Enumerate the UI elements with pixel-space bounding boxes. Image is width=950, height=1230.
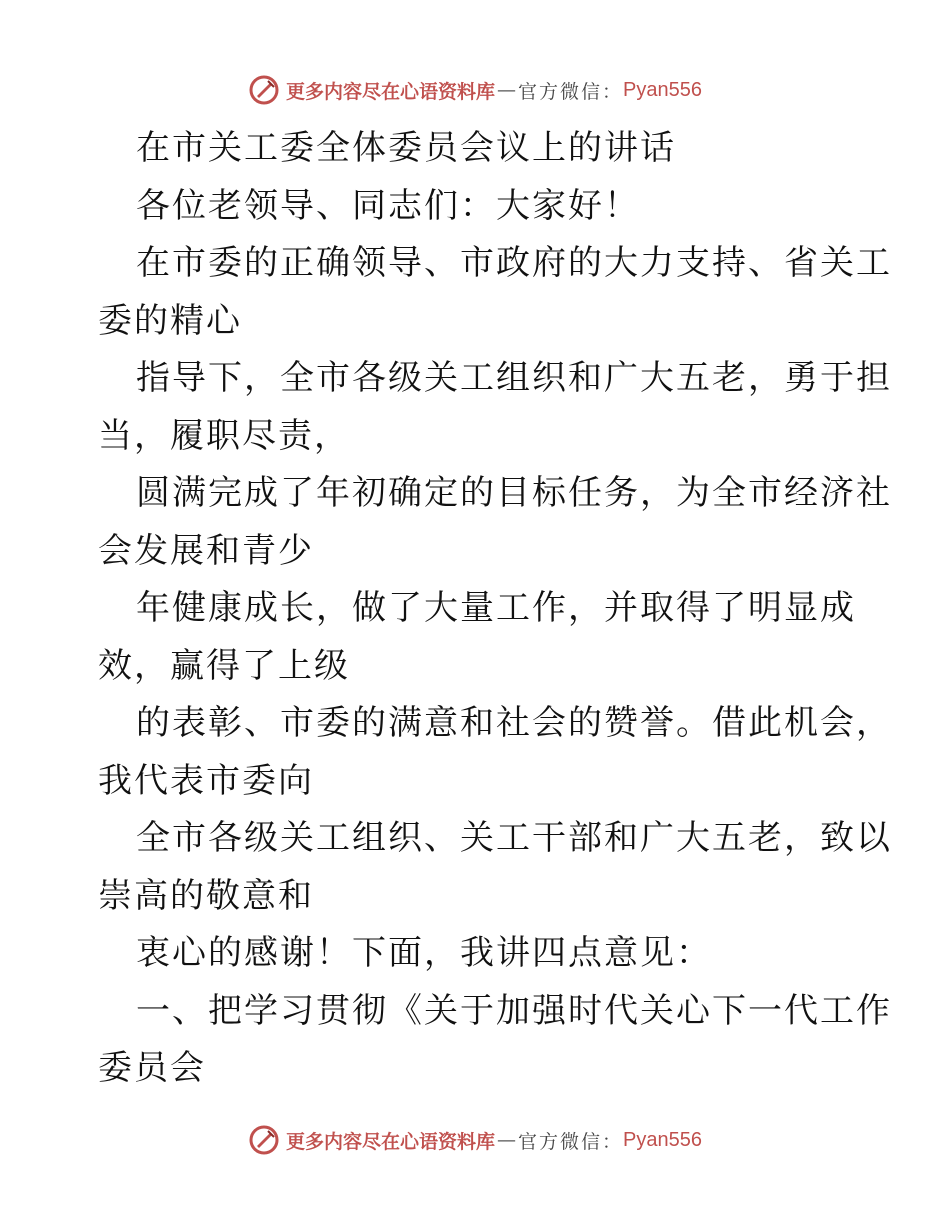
banner-brand-text: 更多内容尽在心语资料库 bbox=[286, 1130, 496, 1153]
banner-brand-text: 更多内容尽在心语资料库 bbox=[286, 80, 496, 103]
brand-logo-icon bbox=[248, 74, 280, 106]
banner-wechat-label: 官方微信： bbox=[518, 80, 624, 103]
text-line: 圆满完成了年初确定的目标任务，为全市经济社 bbox=[136, 473, 892, 513]
footer-watermark-banner bbox=[0, 1122, 950, 1158]
text-line: 全市各级关工组织、关工干部和广大五老，致以 bbox=[136, 818, 892, 858]
text-line: 委员会 bbox=[98, 1048, 206, 1088]
banner-separator: — bbox=[497, 79, 517, 101]
text-line: 效，赢得了上级 bbox=[98, 645, 350, 686]
text-line: 各位老领导、同志们：大家好！ bbox=[136, 185, 640, 226]
banner-wechat-id: Pyan556 bbox=[623, 1128, 702, 1151]
text-line: 当，履职尽责， bbox=[98, 415, 350, 456]
banner-wechat-id: Pyan556 bbox=[623, 78, 702, 101]
document-body bbox=[98, 120, 892, 1098]
text-line: 指导下，全市各级关工组织和广大五老，勇于担 bbox=[136, 358, 892, 398]
text-line: 的表彰、市委的满意和社会的赞誉。借此机会， bbox=[136, 703, 892, 743]
brand-logo-icon bbox=[248, 1124, 280, 1156]
banner-separator: — bbox=[497, 1129, 517, 1151]
text-line: 我代表市委向 bbox=[98, 760, 314, 801]
text-line: 委的精心 bbox=[98, 300, 242, 341]
text-line: 一、把学习贯彻《关于加强时代关心下一代工作 bbox=[136, 990, 892, 1031]
text-line: 崇高的敬意和 bbox=[98, 875, 314, 916]
text-line: 在市关工委全体委员会议上的讲话 bbox=[136, 128, 676, 168]
text-line: 衷心的感谢！下面，我讲四点意见： bbox=[136, 933, 712, 973]
text-line: 会发展和青少 bbox=[98, 530, 314, 571]
header-watermark-banner bbox=[0, 72, 950, 108]
text-line: 年健康成长，做了大量工作，并取得了明显成 bbox=[136, 588, 856, 628]
banner-wechat-label: 官方微信： bbox=[518, 1130, 624, 1153]
text-line: 在市委的正确领导、市政府的大力支持、省关工 bbox=[136, 243, 892, 283]
